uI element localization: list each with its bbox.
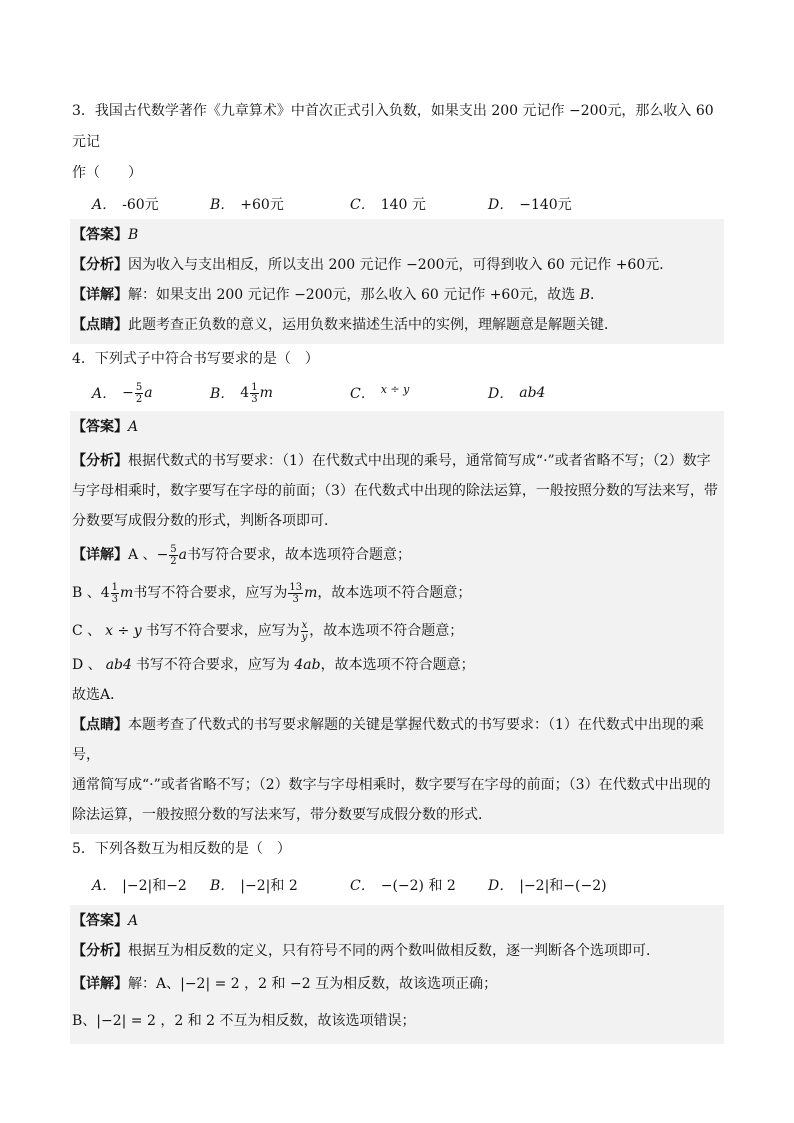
analysis-tag: 【分析】: [72, 453, 128, 469]
detail-line2: B、|−2| = 2 ，2 和 2 不互为相反数，故该选项错误；: [72, 1013, 416, 1029]
detail-line1: 解：A、|−2| = 2 ，2 和 −2 互为相反数，故该选项正确；: [128, 976, 498, 992]
detail-prefix: D 、: [72, 657, 102, 673]
option-d[interactable]: [488, 875, 607, 895]
question-4-stem: 4．下列式子中符合书写要求的是（ ）: [72, 351, 319, 367]
detail-text: 解：如果支出 200 元记作 −200元，那么收入 60 元记作 +60元，故选: [128, 287, 580, 303]
option-label: A．: [92, 386, 117, 402]
option-b[interactable]: [210, 382, 350, 405]
fraction: [135, 382, 143, 405]
fraction: [111, 582, 119, 605]
question-3-line1: 3．我国古代数学著作《九章算术》中首次正式引入负数，如果支出 200 元记作 −200元，那么收入 60 元记: [72, 103, 714, 150]
variable: m: [259, 385, 273, 401]
detail-choice: B: [579, 287, 590, 303]
option-label: B．: [210, 386, 235, 402]
fraction: [288, 582, 303, 605]
detail-tag: 【详解】: [72, 547, 128, 563]
option-text: |−2|和 2: [240, 878, 298, 894]
variable: a: [144, 385, 153, 401]
denominator: 3: [111, 593, 119, 605]
detail-row-c: [72, 612, 722, 650]
detail-tag: 【详解】: [72, 976, 128, 992]
variable: a: [178, 547, 188, 563]
question-4-solution: [70, 411, 724, 834]
option-text: |−2|和−(−2): [519, 878, 607, 894]
denominator: y: [301, 631, 308, 643]
fraction: [301, 620, 309, 643]
expression: x ÷ y: [105, 623, 142, 639]
option-a[interactable]: [92, 875, 210, 895]
option-text: ab4: [519, 385, 546, 401]
answer-tag: 【答案】: [72, 227, 128, 243]
worksheet-page: [70, 96, 724, 1044]
whole-part: 4: [240, 385, 250, 401]
option-d[interactable]: [488, 383, 545, 403]
answer-tag: 【答案】: [72, 419, 128, 435]
answer-tag: 【答案】: [72, 913, 128, 929]
denominator: 2: [170, 555, 177, 567]
point-tag: 【点睛】: [72, 717, 128, 733]
option-text: −140元: [519, 197, 572, 213]
question-5-options: [70, 865, 724, 905]
detail-row: [72, 280, 722, 310]
point-text: 此题考查正负数的意义，运用负数来描述生活中的实例，理解题意是解题关键．: [128, 317, 618, 333]
option-label: A．: [92, 878, 117, 894]
detail-end: ．: [589, 287, 604, 303]
option-c[interactable]: [350, 383, 488, 403]
detail-suffix: ，故本选项不符合题意；: [309, 623, 464, 639]
answer-row: [72, 412, 722, 442]
option-text: +60元: [240, 197, 284, 213]
option-text: x ÷ y: [380, 382, 410, 396]
option-a[interactable]: [92, 194, 210, 214]
detail-row: [72, 966, 722, 1002]
analysis-row: [72, 250, 722, 280]
detail-prefix: B 、: [72, 585, 101, 601]
question-3-line2: 作（ ）: [72, 165, 142, 181]
option-d[interactable]: [488, 194, 572, 214]
option-label: C．: [350, 878, 375, 894]
corrected-expression: 4ab: [294, 657, 321, 673]
numerator: 1: [251, 381, 258, 393]
point-row: [72, 710, 722, 770]
option-text: 140 元: [380, 197, 426, 213]
option-c[interactable]: [350, 875, 488, 895]
numerator: 13: [289, 581, 303, 593]
question-3-options: [70, 189, 724, 219]
analysis-line3: 分数要写成假分数的形式，判断各项即可．: [72, 513, 338, 529]
conclusion: 故选A．: [72, 687, 125, 703]
denominator: 2: [135, 393, 143, 405]
detail-mid: 书写不符合要求，应写为: [133, 585, 288, 601]
answer-value: A: [128, 913, 139, 929]
answer-row: [72, 906, 722, 936]
point-line3: 除法运算，一般按照分数的写法来写，带分数要写成假分数的形式．: [72, 807, 492, 823]
detail-mid: 书写不符合要求，应写为: [145, 623, 300, 639]
variable: m: [120, 585, 134, 601]
question-5-stem: 5．下列各数互为相反数的是（ ）: [72, 841, 291, 857]
question-3-solution: [70, 219, 724, 344]
answer-value: A: [128, 419, 139, 435]
answer-row: [72, 220, 722, 250]
answer-value: B: [128, 227, 139, 243]
point-row: [72, 310, 722, 340]
fraction: [250, 382, 258, 405]
point-line1: 本题考查了代数式的书写要求解题的关键是掌握代数式的书写要求：（1）在代数式中出现的乘号，: [72, 717, 704, 763]
minus-sign: −: [122, 385, 134, 401]
detail-row-b: [72, 574, 722, 612]
option-b[interactable]: [210, 194, 350, 214]
option-label: D．: [488, 878, 514, 894]
minus-sign: −: [156, 547, 169, 563]
option-label: C．: [350, 386, 375, 402]
analysis-tag: 【分析】: [72, 257, 128, 273]
question-3-stem: [70, 96, 724, 189]
variable: m: [304, 585, 318, 601]
option-label: D．: [488, 197, 514, 213]
option-c[interactable]: [350, 194, 488, 214]
analysis-text: 因为收入与支出相反，所以支出 200 元记作 −200元，可得到收入 60 元记作 +60元．: [128, 257, 674, 273]
option-label: C．: [350, 197, 375, 213]
detail-tag: 【详解】: [72, 287, 128, 303]
numerator: 5: [170, 543, 177, 555]
detail-suffix: 书写符合要求，故本选项符合题意；: [187, 547, 412, 563]
detail-mid: 书写不符合要求，应写为: [135, 657, 295, 673]
option-text: −(−2) 和 2: [380, 878, 456, 894]
option-label: B．: [210, 878, 235, 894]
denominator: 3: [292, 593, 299, 605]
option-b[interactable]: [210, 875, 350, 895]
detail-prefix: C 、: [72, 623, 102, 639]
option-label: B．: [210, 197, 235, 213]
whole-part: 4: [100, 585, 110, 601]
analysis-row: [72, 936, 722, 966]
analysis-row: [72, 442, 722, 476]
numerator: 1: [111, 581, 119, 593]
detail-suffix: ，故本选项不符合题意；: [320, 657, 475, 673]
point-tag: 【点睛】: [72, 317, 128, 333]
analysis-line1: 根据代数式的书写要求：（1）在代数式中出现的乘号，通常简写成“·”或者省略不写；（2）数字: [128, 453, 711, 469]
analysis-text: 根据互为相反数的定义，只有符号不同的两个数叫做相反数，逐一判断各个选项即可．: [128, 943, 660, 959]
numerator: x: [301, 619, 308, 631]
analysis-line2: 与字母相乘时，数字要写在字母的前面；（3）在代数式中出现的除法运算，一般按照分数的写法来写，带: [72, 483, 718, 499]
question-5-solution: [70, 905, 724, 1044]
option-text: |−2|和−2: [122, 878, 187, 894]
option-label: A．: [92, 197, 117, 213]
detail-prefix: A 、: [128, 547, 157, 563]
option-label: D．: [488, 386, 514, 402]
detail-suffix: ，故本选项不符合题意；: [317, 585, 472, 601]
fraction: [169, 544, 177, 567]
question-4-options: [70, 375, 724, 411]
expression: ab4: [105, 657, 132, 673]
option-text: -60元: [122, 197, 159, 213]
detail-row-a: [72, 536, 722, 574]
point-line2: 通常简写成“·”或者省略不写；（2）数字与字母相乘时，数字要写在字母的前面；（3）在代数式中出现的: [72, 777, 711, 793]
option-a[interactable]: [92, 382, 210, 405]
denominator: 3: [251, 393, 258, 405]
analysis-tag: 【分析】: [72, 943, 128, 959]
detail-row-d: [72, 650, 722, 680]
numerator: 5: [135, 381, 143, 393]
